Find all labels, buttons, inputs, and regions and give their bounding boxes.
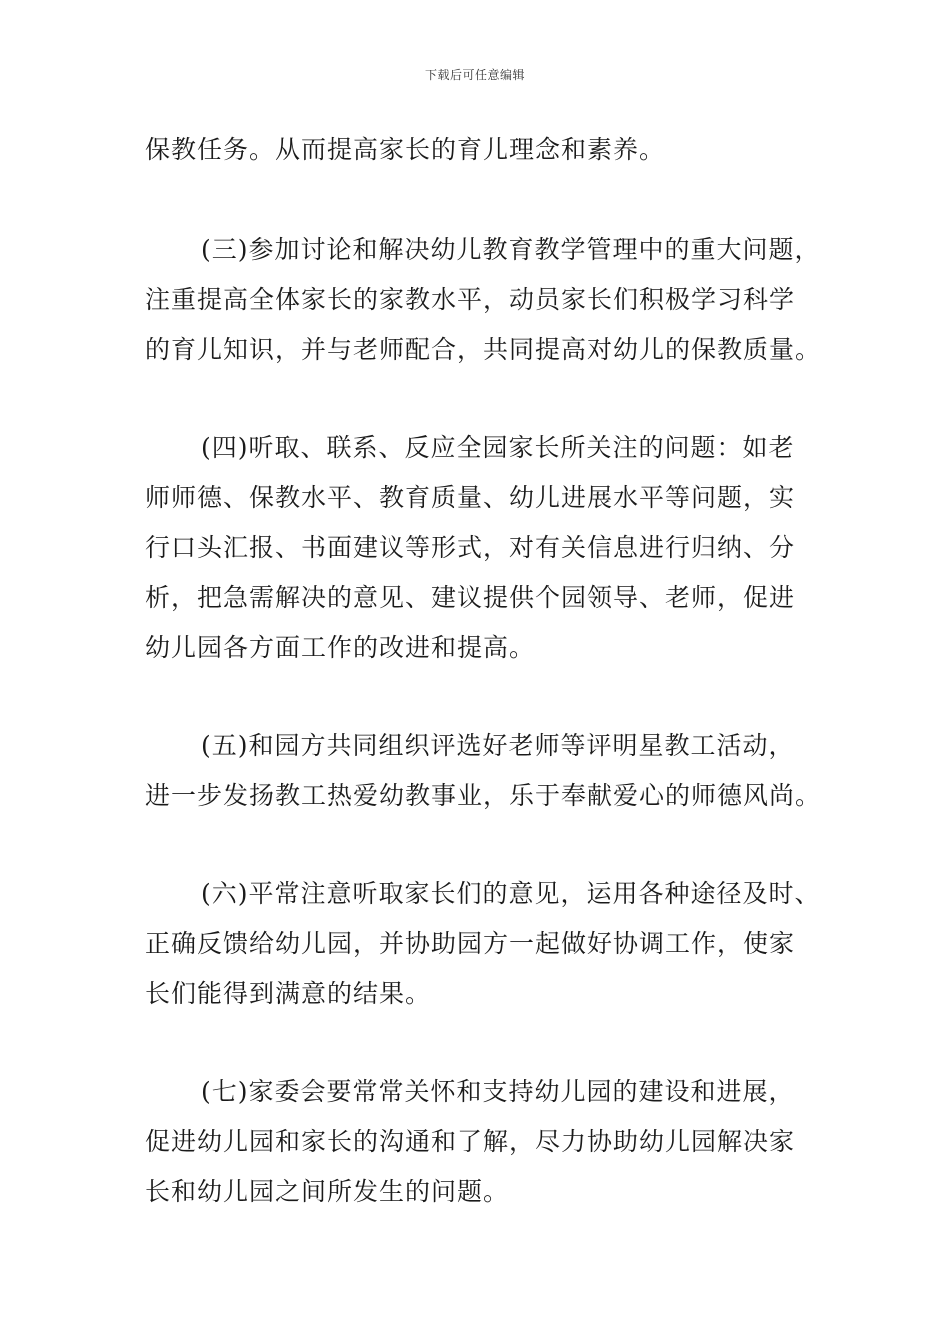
text-line: (六)平常注意听取家长们的意见，运用各种途径及时、 (201, 879, 821, 908)
text-line: 行口头汇报、书面建议等形式，对有关信息进行归纳、分 (145, 533, 796, 562)
text-line: 析，把急需解决的意见、建议提供个园领导、老师，促进 (145, 583, 796, 612)
text-line: 进一步发扬教工热爱幼教事业，乐于奉献爱心的师德风尚。 (145, 781, 822, 810)
text-line: 师师德、保教水平、教育质量、幼儿进展水平等问题，实 (145, 483, 796, 512)
text-line: 保教任务。从而提高家长的育儿理念和素养。 (145, 135, 666, 164)
text-line: (四)听取、联系、反应全园家长所关注的问题：如老 (201, 433, 795, 462)
text-line: (五)和园方共同组织评选好老师等评明星教工活动， (201, 731, 795, 760)
text-line: 注重提高全体家长的家教水平，动员家长们积极学习科学 (145, 285, 796, 314)
text-line: (三)参加讨论和解决幼儿教育教学管理中的重大问题， (201, 235, 821, 264)
header-note: 下载后可任意编辑 (424, 68, 525, 82)
text-line: 长们能得到满意的结果。 (145, 979, 432, 1008)
text-line: 促进幼儿园和家长的沟通和了解，尽力协助幼儿园解决家 (145, 1127, 796, 1156)
text-line: 幼儿园各方面工作的改进和提高。 (145, 633, 536, 662)
text-line: 长和幼儿园之间所发生的问题。 (145, 1177, 510, 1206)
text-line: (七)家委会要常常关怀和支持幼儿园的建设和进展， (201, 1077, 795, 1106)
text-line: 的育儿知识，并与老师配合，共同提高对幼儿的保教质量。 (145, 335, 822, 364)
text-line: 正确反馈给幼儿园，并协助园方一起做好协调工作，使家 (145, 929, 796, 958)
